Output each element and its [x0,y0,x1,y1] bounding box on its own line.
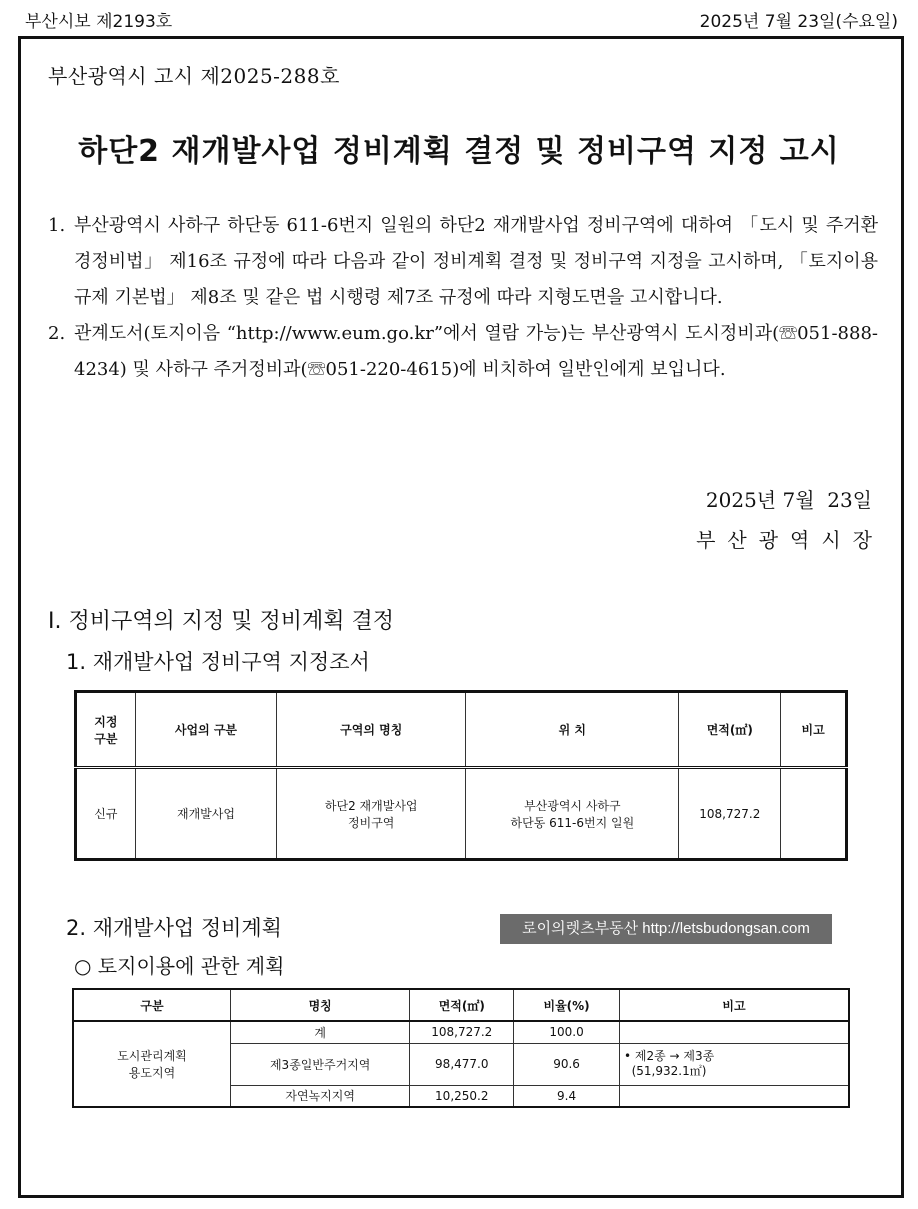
table-cell: 재개발사업 [135,768,276,860]
col-header: 비율(%) [514,989,620,1021]
designation-table [74,690,848,861]
paragraph-number: 2. [48,323,66,344]
table-cell: 10,250.2 [410,1085,514,1107]
table-cell: 계 [230,1021,409,1043]
table-cell: 신규 [76,768,136,860]
col-header: 면적(㎡) [410,989,514,1021]
page-title: 하단2 재개발사업 정비계획 결정 및 정비구역 지정 고시 [78,134,840,169]
notice-number: 부산광역시 고시 제2025-288호 [48,64,340,88]
paragraph-number: 1. [48,215,66,236]
table-cell: 하단2 재개발사업 정비구역 [277,768,466,860]
col-header: 구분 [73,989,230,1021]
col-header: 비고 [619,989,849,1021]
gazette-issue: 부산시보 제2193호 [25,12,173,32]
col-header: 비고 [781,692,847,768]
table-cell [781,768,847,860]
table-cell: 108,727.2 [679,768,781,860]
table-cell [619,1021,849,1043]
land-use-table [72,988,850,1108]
table-cell: 9.4 [514,1085,620,1107]
sub-heading-land-use: ○ 토지이용에 관한 계획 [74,954,285,978]
gazette-date: 2025년 7월 23일(수요일) [699,12,898,32]
signer: 부산광역시장 [696,528,884,552]
section-heading-2: 2. 재개발사업 정비계획 [66,916,282,940]
col-header: 사업의 구분 [135,692,276,768]
col-header: 면적(㎡) [679,692,781,768]
col-header: 구역의 명칭 [277,692,466,768]
table-row [76,768,847,860]
notice-body [48,208,878,388]
table-cell: 자연녹지지역 [230,1085,409,1107]
table-cell [619,1085,849,1107]
paragraph-2 [48,316,878,388]
section-heading-I: I. 정비구역의 지정 및 정비계획 결정 [48,609,394,634]
group-label: 도시관리계획 용도지역 [73,1021,230,1107]
table-cell: 제3종일반주거지역 [230,1043,409,1085]
table-cell: 108,727.2 [410,1021,514,1043]
paragraph-text: 부산광역시 사하구 하단동 611-6번지 일원의 하단2 재개발사업 정비구역에 대하여 「도시 및 주거환경정비법」 제16조 규정에 따라 다음과 같이 정비계획 결정 및 정비구역 지정을 고시하며, 「토지이용규제 기본법」 제8조 및 같은 법 시행령 제7조 규정에 따라 지형도면을 고시합니다. [74,215,878,308]
section-heading-1: 1. 재개발사업 정비구역 지정조서 [66,650,370,674]
paragraph-1 [48,208,878,316]
notice-date: 2025년 7월 23일 [705,488,872,512]
table-cell: 부산광역시 사하구 하단동 611-6번지 일원 [466,768,679,860]
col-header: 명칭 [230,989,409,1021]
col-header: 지정 구분 [76,692,136,768]
page-header [0,0,918,34]
watermark: 로이의렛츠부동산 http://letsbudongsan.com [500,914,832,944]
col-header: 위 치 [466,692,679,768]
table-cell: 98,477.0 [410,1043,514,1085]
table-cell: 90.6 [514,1043,620,1085]
table-cell: 100.0 [514,1021,620,1043]
paragraph-text: 관계도서(토지이음 “http://www.eum.go.kr”에서 열람 가능)는 부산광역시 도시정비과(☏051-888-4234) 및 사하구 주거정비과(☏051-220-4615)에 비치하여 일반인에게 보입니다. [74,323,878,380]
table-cell: • 제2종 → 제3종 (51,932.1㎡) [619,1043,849,1085]
table-row [73,1021,849,1043]
signature-block [696,480,884,560]
